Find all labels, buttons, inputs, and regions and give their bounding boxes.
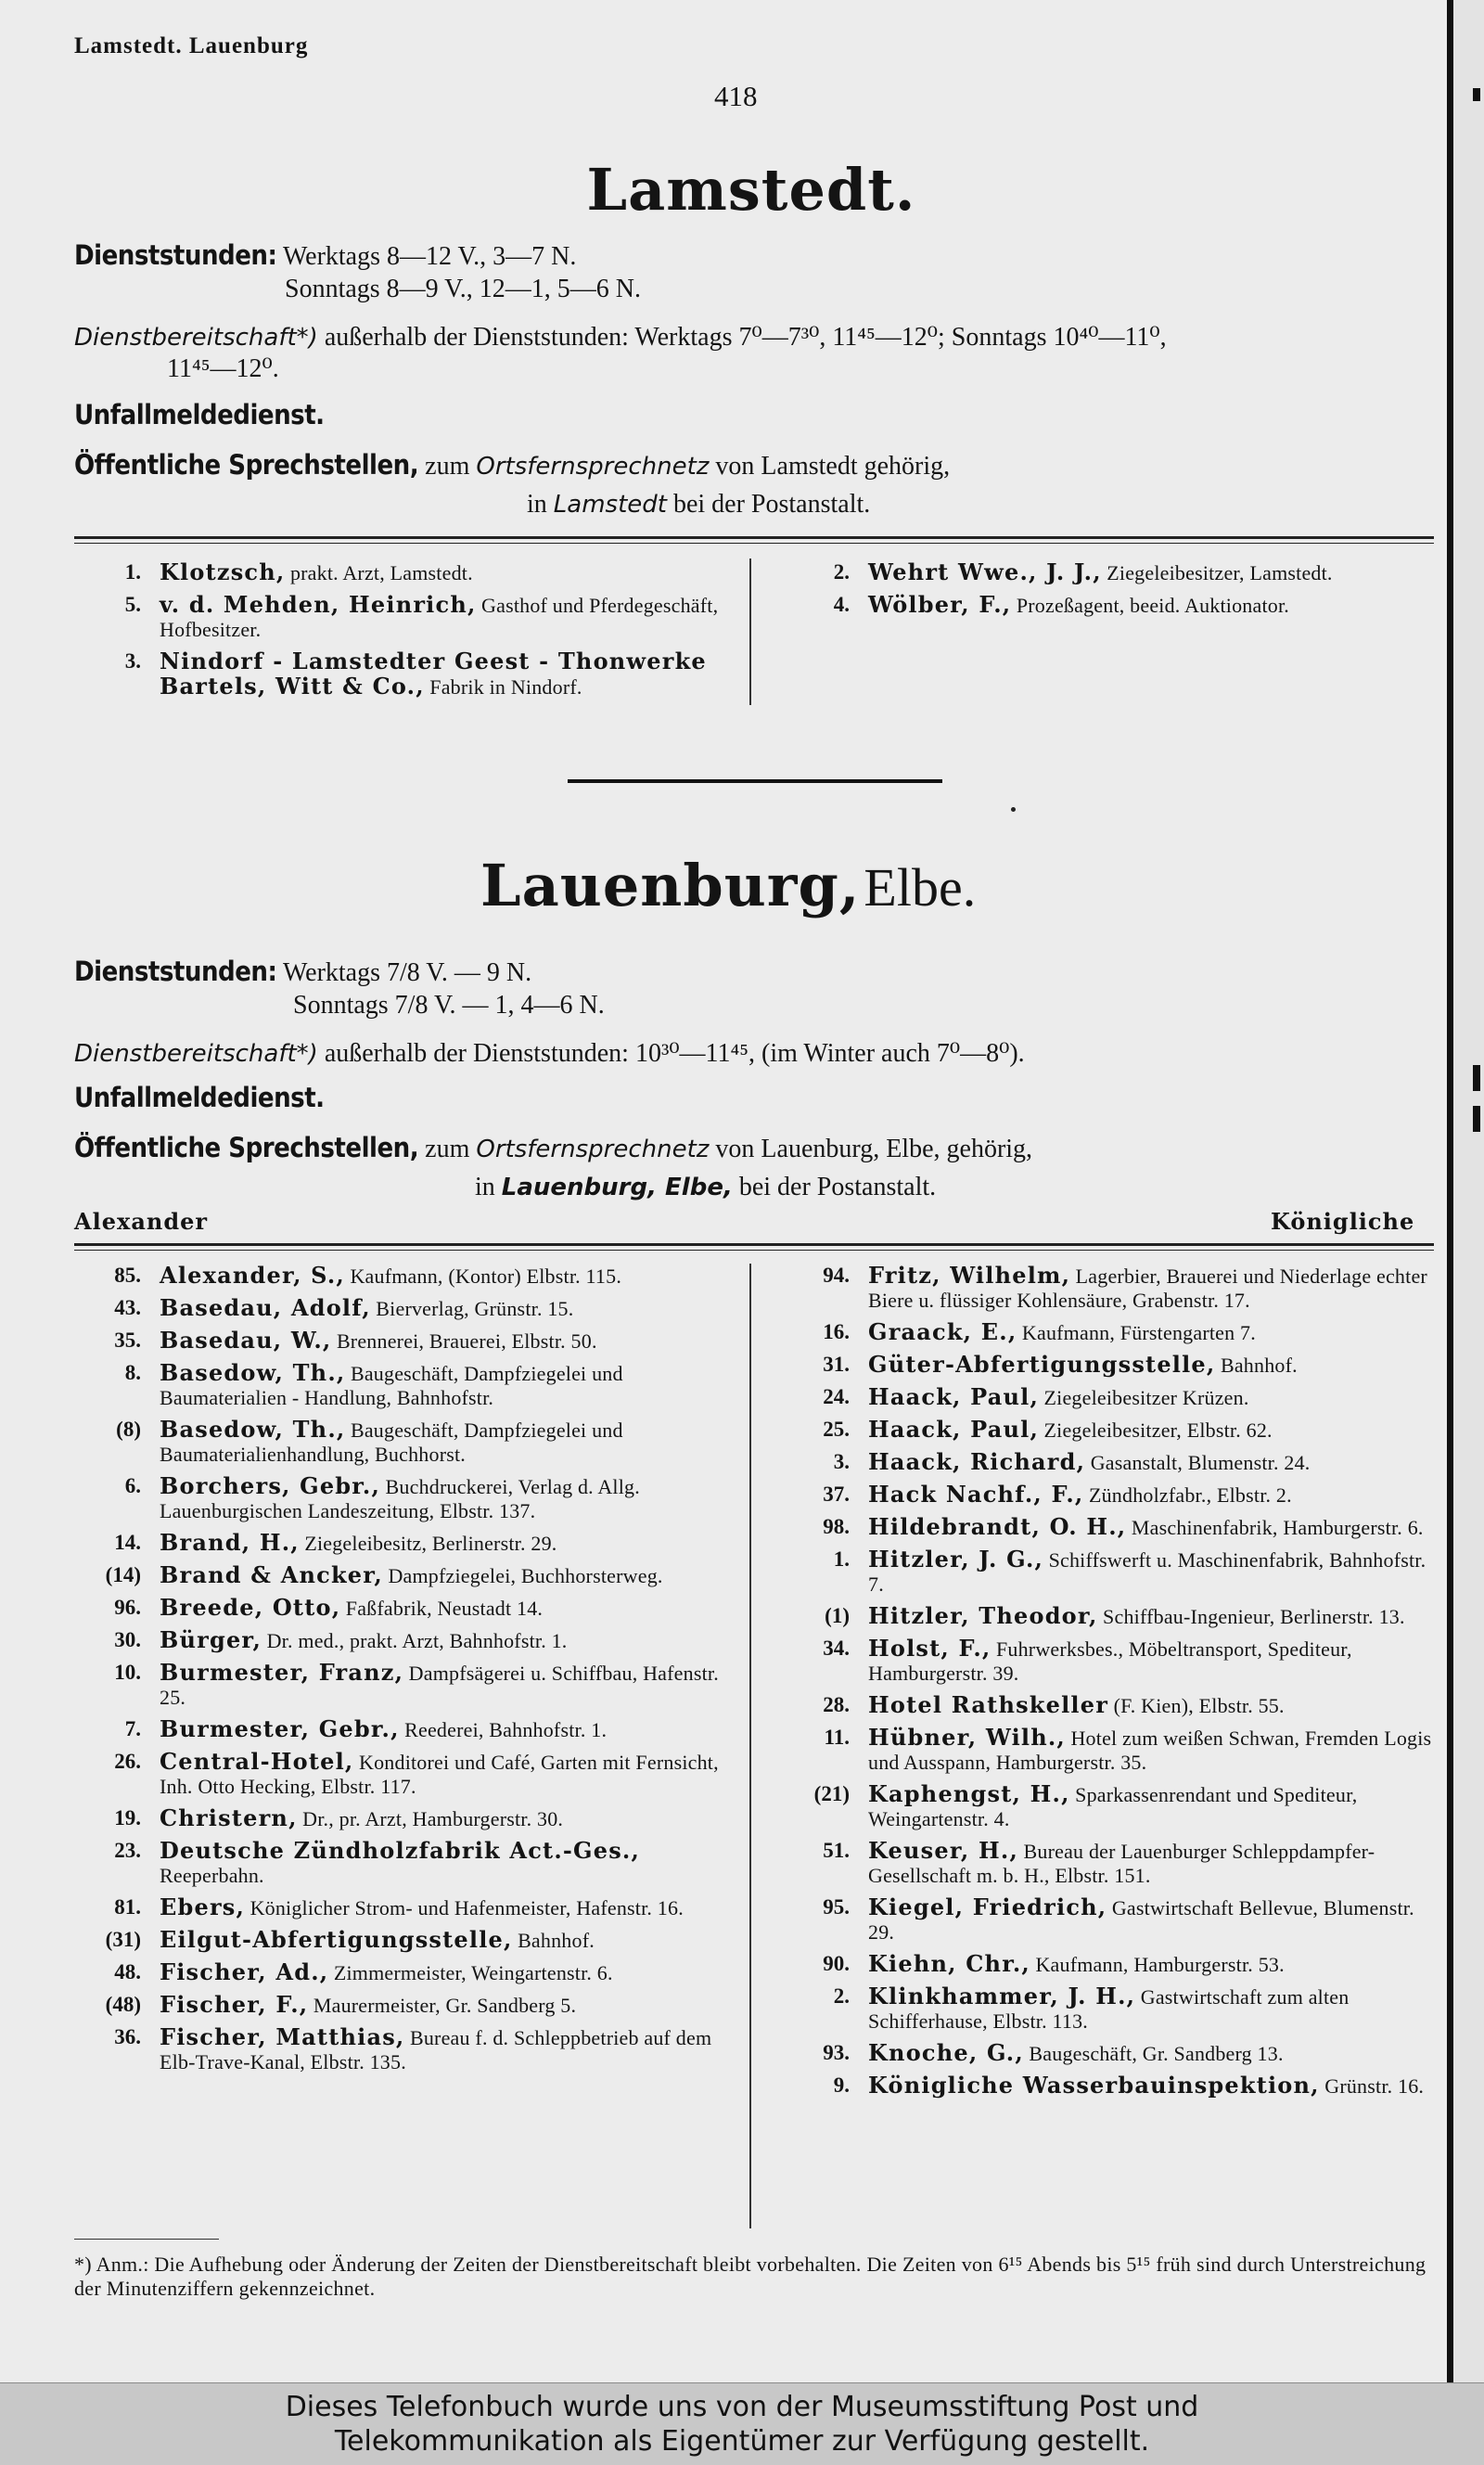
directory-entry [74,1296,735,1321]
entry-number: 2. [833,1984,850,2008]
directory-entry [783,1726,1438,1775]
directory-entry [783,1895,1438,1945]
entry-number: 16. [823,1320,850,1343]
edge-mark [1473,1106,1480,1132]
lauenburg-right-column [783,1264,1438,2106]
entry-description: Bierverlag, Grünstr. 15. [376,1297,574,1320]
entry-name: Klinkhammer, J. H., [868,1983,1136,2009]
entry-description: Bureau der Lauenburger Schleppdampfer-Gesellschaft m. b. H., Elbstr. 151. [868,1840,1375,1887]
directory-entry [783,2041,1438,2066]
entry-description: Kaufmann, Hamburgerstr. 53. [1035,1953,1285,1976]
lauenburg-sprechstellen-cont [475,1173,936,1202]
directory-entry [74,1806,735,1831]
dienststunden-label: Dienststunden: [74,956,277,987]
entry-number: 30. [114,1628,141,1651]
directory-entry [783,1547,1438,1597]
entry-name: Haack, Paul, [868,1383,1040,1410]
text-postanstalt: bei der Postanstalt. [672,490,871,519]
text-zum: zum [425,1135,470,1163]
entry-description: Sparkassenrendant und Spediteur, Weingartenstr. 4. [868,1783,1358,1830]
entry-name: Haack, Paul, [868,1416,1040,1443]
entry-description: Gasthof und Pferdegeschäft, Hofbesitzer. [160,594,719,641]
text-gehoerig: von Lauenburg, Elbe, gehörig, [715,1135,1033,1163]
entry-description: Reederei, Bahnhofstr. 1. [404,1718,608,1741]
directory-entry [783,1604,1438,1629]
entry-description: Kaufmann, Fürstengarten 7. [1021,1321,1256,1344]
entry-description: Baugeschäft, Dampfziegelei und Baumaterialienhandlung, Buchhorst. [160,1419,623,1466]
entry-number: (1) [825,1604,850,1627]
entry-number: 34. [823,1637,850,1660]
entry-description: Maurermeister, Gr. Sandberg 5. [313,1994,577,2017]
entry-name: v. d. Mehden, Heinrich, [160,591,477,618]
lauenburg-left-column [74,1264,735,2082]
entry-name: Burmester, Gebr., [160,1715,400,1742]
directory-entry [783,593,1438,618]
lamstedt-sprechstellen [74,449,950,481]
entry-description: Lagerbier, Brauerei und Niederlage echter Biere u. flüssiger Kohlensäure, Grabenstr. 17. [868,1265,1427,1312]
directory-entry [783,1385,1438,1410]
entry-number: 35. [114,1329,141,1352]
ownership-banner [0,2382,1484,2465]
directory-entry [783,1418,1438,1443]
entry-number: 14. [114,1531,141,1554]
entry-description: Dr., pr. Arzt, Hamburgerstr. 30. [302,1807,564,1830]
entry-number: 95. [823,1895,850,1919]
lamstedt-bereitschaft-cont: 11⁴⁵—12⁰. [167,354,279,383]
bereitschaft-text: außerhalb der Dienststunden: Werktags 7⁰—7³⁰, 11⁴⁵—12⁰; Sonntags 10⁴⁰—11⁰, [324,323,1167,352]
entry-number: 8. [124,1361,141,1384]
edge-mark [1473,88,1480,101]
entry-name: Borchers, Gebr., [160,1472,381,1499]
lauenburg-title-sub: Elbe. [864,857,977,918]
text-ort: Lamstedt [553,491,667,519]
entry-name: Hübner, Wilh., [868,1724,1066,1751]
entry-number: 1. [833,1547,850,1571]
lamstedt-dienststunden [74,239,576,272]
entry-number: 3. [833,1450,850,1473]
entry-description: (F. Kien), Elbstr. 55. [1113,1694,1285,1717]
entry-number: 10. [114,1661,141,1684]
entry-name: Ebers, [160,1894,246,1920]
directory-entry [74,1361,735,1410]
column-divider [749,1264,751,2228]
column-divider [749,558,751,705]
entry-number: 26. [114,1750,141,1773]
entry-name: Kiegel, Friedrich, [868,1894,1107,1920]
edge-mark [1473,1065,1480,1091]
entry-name: Deutsche Zündholzfabrik Act.-Ges., [160,1837,641,1864]
entry-number: 81. [114,1895,141,1919]
bereitschaft-label: Dienstbereitschaft*) [74,1040,318,1068]
entry-description: Faßfabrik, Neustadt 14. [345,1597,544,1620]
entry-description: Grünstr. 16. [1324,2074,1425,2098]
dienststunden-werktags: Werktags 8—12 V., 3—7 N. [282,242,577,271]
directory-entry [74,1474,735,1523]
entry-number: 4. [833,593,850,616]
entry-description: Dr. med., prakt. Arzt, Bahnhofstr. 1. [266,1629,568,1652]
entry-number: 85. [114,1264,141,1287]
lauenburg-bereitschaft [74,1037,1025,1069]
entry-description: Gasanstalt, Blumenstr. 24. [1090,1451,1311,1474]
entry-number: 24. [823,1385,850,1408]
entry-name: Kiehn, Chr., [868,1950,1030,1977]
directory-entry [783,1353,1438,1378]
directory-entry [74,649,733,700]
entry-name: Central-Hotel, [160,1748,354,1775]
entry-name: Königliche Wasserbauinspektion, [868,2072,1320,2099]
column-head-left: Alexander [74,1208,209,1235]
entry-name: Alexander, S., [160,1262,345,1289]
entry-name: Fischer, F., [160,1991,309,2018]
directory-entry [74,1661,735,1710]
sprechstellen-label: Öffentliche Sprechstellen, [74,449,419,481]
entry-description: Kaufmann, (Kontor) Elbstr. 115. [350,1265,622,1288]
entry-name: Hotel Rathskeller [868,1691,1109,1718]
entry-name: Brand & Ancker, [160,1561,383,1588]
entry-name: Wehrt Wwe., J. J., [868,558,1102,585]
entry-name: Klotzsch, [160,558,286,585]
entry-number: (48) [105,1993,141,2016]
lamstedt-left-column [74,560,733,707]
entry-name: Knoche, G., [868,2039,1024,2066]
entry-name: Basedow, Th., [160,1359,346,1386]
lauenburg-dienststunden-sonntags: Sonntags 7/8 V. — 1, 4—6 N. [293,991,605,1020]
text-postanstalt: bei der Postanstalt. [738,1173,937,1201]
entry-number: 19. [114,1806,141,1829]
section-rule [74,536,1434,544]
entry-description: Zimmermeister, Weingartenstr. 6. [333,1961,613,1984]
entry-number: 36. [114,2025,141,2048]
entry-description: Dampfsägerei u. Schiffbau, Hafenstr. 25. [160,1662,719,1709]
directory-entry [783,1984,1438,2034]
entry-number: 3. [124,649,141,673]
entry-description: Bahnhof. [1220,1354,1298,1377]
directory-entry [74,1563,735,1588]
text-gehoerig: von Lamstedt gehörig, [715,452,951,481]
entry-name: Wölber, F., [868,591,1012,618]
entry-description: Buchdruckerei, Verlag d. Allg. Lauenburgischen Landeszeitung, Elbstr. 137. [160,1475,640,1522]
entry-name: Fischer, Ad., [160,1958,329,1985]
directory-entry [74,1418,735,1467]
entry-number: 1. [124,560,141,584]
entry-name: Nindorf - Lamstedter Geest - Thonwerke Bartels, Witt & Co., [160,648,707,700]
banner-line-2: Telekommunikation als Eigentümer zur Verfügung gestellt. [334,2425,1150,2458]
directory-entry [783,1264,1438,1313]
directory-entry [783,560,1438,585]
entry-name: Basedau, W., [160,1327,332,1354]
entry-name: Hitzler, Theodor, [868,1602,1098,1629]
entry-number: 98. [823,1515,850,1538]
entry-description: Bureau f. d. Schleppbetrieb auf dem Elb-Trave-Kanal, Elbstr. 135. [160,2026,712,2073]
entry-description: Ziegeleibesitz, Berlinerstr. 29. [304,1532,557,1555]
entry-number: 48. [114,1960,141,1984]
entry-number: 93. [823,2041,850,2064]
directory-entry [74,1329,735,1354]
entry-name: Basedow, Th., [160,1416,346,1443]
directory-entry [783,1637,1438,1686]
entry-name: Eilgut-Abfertigungsstelle, [160,1926,513,1953]
directory-entry [74,1839,735,1888]
bereitschaft-text: außerhalb der Dienststunden: 10³⁰—11⁴⁵, (im Winter auch 7⁰—8⁰). [324,1039,1025,1068]
entry-name: Hildebrandt, O. H., [868,1513,1127,1540]
entry-number: 6. [124,1474,141,1497]
directory-entry [783,1450,1438,1475]
entry-number: 96. [114,1596,141,1619]
entry-name: Holst, F., [868,1635,991,1662]
text-zum: zum [425,452,470,481]
entry-description: Gastwirtschaft zum alten Schifferhause, Elbstr. 113. [868,1985,1350,2033]
entry-name: Graack, E., [868,1318,1017,1345]
lauenburg-title [480,852,976,919]
directory-entry [783,1952,1438,1977]
entry-number: 28. [823,1693,850,1716]
entry-description: Ziegeleibesitzer, Elbstr. 62. [1043,1419,1273,1442]
entry-description: Schiffbau-Ingenieur, Berlinerstr. 13. [1103,1605,1405,1628]
entry-name: Bürger, [160,1626,262,1653]
entry-number: 9. [833,2073,850,2097]
lamstedt-sprechstellen-cont [527,490,870,520]
entry-number: 7. [124,1717,141,1740]
entry-name: Fritz, Wilhelm, [868,1262,1071,1289]
entry-description: Konditorei und Café, Garten mit Fernsicht, Inh. Otto Hecking, Elbstr. 117. [160,1751,719,1798]
lamstedt-right-column [783,560,1438,625]
directory-entry [74,1928,735,1953]
directory-entry [74,1960,735,1985]
directory-entry [74,1895,735,1920]
entry-number: 2. [833,560,850,584]
entry-number: 51. [823,1839,850,1862]
entry-name: Hitzler, J. G., [868,1546,1044,1573]
directory-entry [783,2073,1438,2099]
page-edge [1447,0,1453,2382]
footnote: *) Anm.: Die Aufhebung oder Änderung der Zeiten der Dienstbereitschaft bleibt vorbehalten. Die Zeiten von 6¹⁵ Abends bis 5¹⁵ früh sind durch Unterstreichung der Minutenziffern gekennzeichnet. [74,2253,1426,2300]
lamstedt-title [0,156,1484,224]
speck [1011,807,1016,812]
dienststunden-label: Dienststunden: [74,239,277,271]
entry-description: Baugeschäft, Dampfziegelei und Baumaterialien - Handlung, Bahnhofstr. [160,1362,623,1409]
text-ortsfernsprechnetz: Ortsfernsprechnetz [476,453,710,481]
entry-description: Fuhrwerksbes., Möbeltransport, Spediteur, Hamburgerstr. 39. [868,1637,1352,1685]
page-edge-margin [1453,0,1484,2382]
entry-name: Haack, Richard, [868,1448,1086,1475]
entry-number: 94. [823,1264,850,1287]
directory-entry [783,1320,1438,1345]
entry-number: 43. [114,1296,141,1319]
directory-entry [74,1750,735,1799]
text-in: in [475,1173,495,1201]
entry-description: Prozeßagent, beeid. Auktionator. [1016,594,1289,617]
entry-name: Fischer, Matthias, [160,2023,405,2050]
entry-name: Burmester, Franz, [160,1659,404,1686]
dienststunden-werktags: Werktags 7/8 V. — 9 N. [282,958,532,987]
lamstedt-title-text: Lamstedt. [586,156,916,224]
entry-number: 11. [824,1726,850,1749]
entry-name: Kaphengst, H., [868,1780,1070,1807]
entry-description: Ziegeleibesitzer Krüzen. [1043,1386,1249,1409]
entry-description: Bahnhof. [518,1929,595,1952]
entry-number: 25. [823,1418,850,1441]
lamstedt-unfallmeldedienst: Unfallmeldedienst. [74,399,325,430]
directory-entry [74,1531,735,1556]
entry-description: prakt. Arzt, Lamstedt. [289,561,473,584]
entry-description: Königlicher Strom- und Hafenmeister, Hafenstr. 16. [249,1896,684,1919]
entry-description: Schiffswerft u. Maschinenfabrik, Bahnhofstr. 7. [868,1548,1426,1596]
directory-entry [74,1993,735,2018]
entry-number: (31) [105,1928,141,1951]
text-in: in [527,490,547,519]
directory-entry [74,593,733,642]
entry-description: Reeperbahn. [160,1864,264,1887]
entry-number: (21) [813,1782,850,1805]
entry-description: Ziegeleibesitzer, Lamstedt. [1107,561,1333,584]
entry-description: Brennerei, Brauerei, Elbstr. 50. [336,1329,597,1353]
entry-description: Gastwirtschaft Bellevue, Blumenstr. 29. [868,1896,1414,1944]
entry-description: Fabrik in Nindorf. [429,675,582,699]
directory-entry [74,560,733,585]
section-separator [568,779,942,783]
entry-description: Hotel zum weißen Schwan, Fremden Logis und Ausspann, Hamburgerstr. 35. [868,1727,1432,1774]
lauenburg-dienststunden [74,956,531,988]
entry-name: Brand, H., [160,1529,300,1556]
text-ortsfernsprechnetz: Ortsfernsprechnetz [476,1136,710,1163]
lauenburg-sprechstellen [74,1132,1032,1164]
entry-number: 37. [823,1483,850,1506]
entry-name: Güter-Abfertigungsstelle, [868,1351,1216,1378]
entry-name: Christern, [160,1804,298,1831]
entry-description: Dampfziegelei, Buchhorsterweg. [388,1564,663,1587]
lauenburg-title-text: Lauenburg, [480,852,861,919]
directory-entry [783,1693,1438,1718]
text-ort: Lauenburg, Elbe, [501,1174,733,1201]
entry-name: Keuser, H., [868,1837,1019,1864]
entry-description: Baugeschäft, Gr. Sandberg 13. [1029,2042,1284,2065]
directory-entry [74,1717,735,1742]
entry-number: (14) [105,1563,141,1586]
entry-description: Maschinenfabrik, Hamburgerstr. 6. [1131,1516,1424,1539]
entry-number: 23. [114,1839,141,1862]
directory-entry [783,1782,1438,1831]
entry-name: Breede, Otto, [160,1594,341,1621]
sprechstellen-label: Öffentliche Sprechstellen, [74,1132,419,1163]
running-head: Lamstedt. Lauenburg [74,33,309,58]
entry-name: Hack Nachf., F., [868,1481,1084,1508]
page-number: 418 [714,80,758,112]
entry-number: 90. [823,1952,850,1975]
entry-number: 5. [124,593,141,616]
column-head-right: Königliche [1271,1208,1415,1235]
entry-number: 31. [823,1353,850,1376]
entry-description: Zündholzfabr., Elbstr. 2. [1088,1483,1292,1507]
lamstedt-dienststunden-sonntags: Sonntags 8—9 V., 12—1, 5—6 N. [285,275,642,303]
directory-entry [74,1628,735,1653]
banner-line-1: Dieses Telefonbuch wurde uns von der Museumsstiftung Post und [285,2391,1199,2423]
lauenburg-unfallmeldedienst: Unfallmeldedienst. [74,1082,325,1113]
directory-entry [74,1264,735,1289]
bereitschaft-label: Dienstbereitschaft*) [74,324,318,352]
directory-entry [783,1483,1438,1508]
section-rule [74,1243,1434,1251]
lamstedt-bereitschaft [74,321,1167,353]
directory-entry [74,1596,735,1621]
entry-number: (8) [116,1418,141,1441]
directory-entry [74,2025,735,2074]
entry-name: Basedau, Adolf, [160,1294,371,1321]
footnote-rule [74,2239,219,2240]
directory-entry [783,1515,1438,1540]
directory-entry [783,1839,1438,1888]
